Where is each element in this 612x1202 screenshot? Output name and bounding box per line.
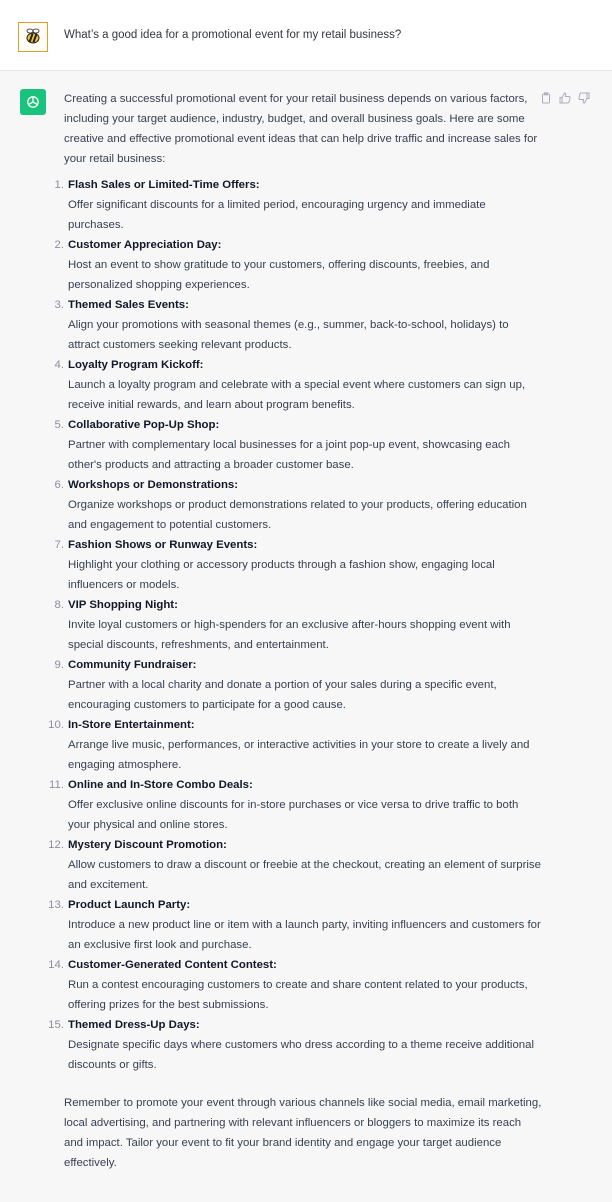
user-message-text: What’s a good idea for a promotional event for my retail business?	[64, 29, 402, 41]
list-item	[48, 1015, 542, 1075]
list-item-number: 12.	[48, 839, 64, 851]
list-item	[54, 295, 542, 355]
list-item-number: 8.	[54, 599, 64, 611]
list-item	[54, 415, 542, 475]
list-item	[54, 355, 542, 415]
list-item-description: Offer exclusive online discounts for in-store purchases or vice versa to drive traffic to both your physical and online stores.	[68, 799, 519, 831]
list-item-number: 7.	[54, 539, 64, 551]
list-item-number: 5.	[54, 419, 64, 431]
list-item-number: 10.	[48, 719, 64, 731]
outro-paragraph: Remember to promote your event through various channels like social media, email marketing, local advertising, and partnering with relevant influencers or bloggers to maximize its reach and impact. Tailor your event to fit your brand identity and engage your target audience effectively.	[64, 1097, 542, 1169]
list-item-description: Align your promotions with seasonal themes (e.g., summer, back-to-school, holidays) to attract customers seeking relevant products.	[68, 319, 509, 351]
list-item-description: Organize workshops or product demonstrations related to your products, offering education and engagement to potential customers.	[68, 499, 527, 531]
list-item-title: Themed Sales Events:	[68, 299, 189, 311]
list-item-description: Partner with complementary local businesses for a joint pop-up event, showcasing each other's products and attracting a broader customer base.	[68, 439, 510, 471]
list-item-description: Offer significant discounts for a limited period, encouraging urgency and immediate purchases.	[68, 199, 486, 231]
bee-avatar-icon	[18, 22, 48, 52]
list-item-description: Allow customers to draw a discount or freebie at the checkout, creating an element of surprise and excitement.	[68, 859, 541, 891]
list-item-number: 1.	[54, 179, 64, 191]
list-item-title: Workshops or Demonstrations:	[68, 479, 239, 491]
list-item-number: 13.	[48, 899, 64, 911]
thumbs-up-icon[interactable]	[559, 92, 571, 104]
list-item-title: Product Launch Party:	[68, 899, 191, 911]
thumbs-down-icon[interactable]	[578, 92, 590, 104]
list-item-title: Customer Appreciation Day:	[68, 239, 222, 251]
intro-paragraph: Creating a successful promotional event for your retail business depends on various factors, including your target audience, industry, budget, and overall business goals. Here are some creative and effective promotional event ideas that can help drive traffic and increase sales for your retail business:	[64, 93, 538, 165]
list-item-title: Customer-Generated Content Contest:	[68, 959, 277, 971]
list-item-title: Loyalty Program Kickoff:	[68, 359, 204, 371]
list-item-title: Community Fundraiser:	[68, 659, 197, 671]
list-item-number: 14.	[48, 959, 64, 971]
list-item-number: 6.	[54, 479, 64, 491]
list-item-number: 4.	[54, 359, 64, 371]
list-item-number: 15.	[48, 1019, 64, 1031]
list-item	[54, 475, 542, 535]
list-item-number: 9.	[54, 659, 64, 671]
list-item-description: Highlight your clothing or accessory products through a fashion show, engaging local influencers or models.	[68, 559, 495, 591]
list-item-description: Introduce a new product line or item with a launch party, inviting influencers and customers for an exclusive first look and purchase.	[68, 919, 541, 951]
list-item-description: Launch a loyalty program and celebrate with a special event where customers can sign up, receive initial rewards, and learn about program benefits.	[68, 379, 526, 411]
list-item-number: 2.	[54, 239, 64, 251]
list-item-description: Designate specific days where customers who dress according to a theme receive additional discounts or gifts.	[68, 1039, 534, 1071]
list-item	[54, 595, 542, 655]
list-item	[54, 535, 542, 595]
list-item	[54, 655, 542, 715]
list-item	[48, 835, 542, 895]
list-item-title: Fashion Shows or Runway Events:	[68, 539, 258, 551]
list-item-title: Mystery Discount Promotion:	[68, 839, 227, 851]
list-item	[54, 235, 542, 295]
list-item-number: 11.	[49, 779, 64, 791]
list-item-title: Online and In-Store Combo Deals:	[68, 779, 253, 791]
list-item-number: 3.	[54, 299, 64, 311]
list-item	[48, 955, 542, 1015]
openai-logo-icon	[20, 89, 46, 115]
list-item	[48, 895, 542, 955]
list-item-title: VIP Shopping Night:	[68, 599, 178, 611]
list-item-title: Themed Dress-Up Days:	[68, 1019, 200, 1031]
assistant-message-content	[48, 89, 542, 1173]
list-item-title: In-Store Entertainment:	[68, 719, 195, 731]
list-item-description: Run a contest encouraging customers to create and share content related to your products, offering prizes for the best submissions.	[68, 979, 528, 1011]
list-item-description: Host an event to show gratitude to your customers, offering discounts, freebies, and personalized shopping experiences.	[68, 259, 490, 291]
list-item-title: Flash Sales or Limited-Time Offers:	[68, 179, 260, 191]
list-item-title: Collaborative Pop-Up Shop:	[68, 419, 220, 431]
assistant-message	[0, 71, 612, 1202]
message-actions	[540, 92, 590, 104]
user-message	[0, 0, 612, 71]
ideas-list	[48, 175, 542, 1075]
list-item-description: Partner with a local charity and donate a portion of your sales during a specific event, encouraging customers to participate for a good cause.	[68, 679, 497, 711]
list-item-description: Arrange live music, performances, or interactive activities in your store to create a lively and engaging atmosphere.	[68, 739, 530, 771]
list-item	[48, 715, 542, 775]
list-item	[54, 175, 542, 235]
list-item	[49, 775, 542, 835]
list-item-description: Invite loyal customers or high-spenders for an exclusive after-hours shopping event with special discounts, refreshments, and entertainment.	[68, 619, 511, 651]
